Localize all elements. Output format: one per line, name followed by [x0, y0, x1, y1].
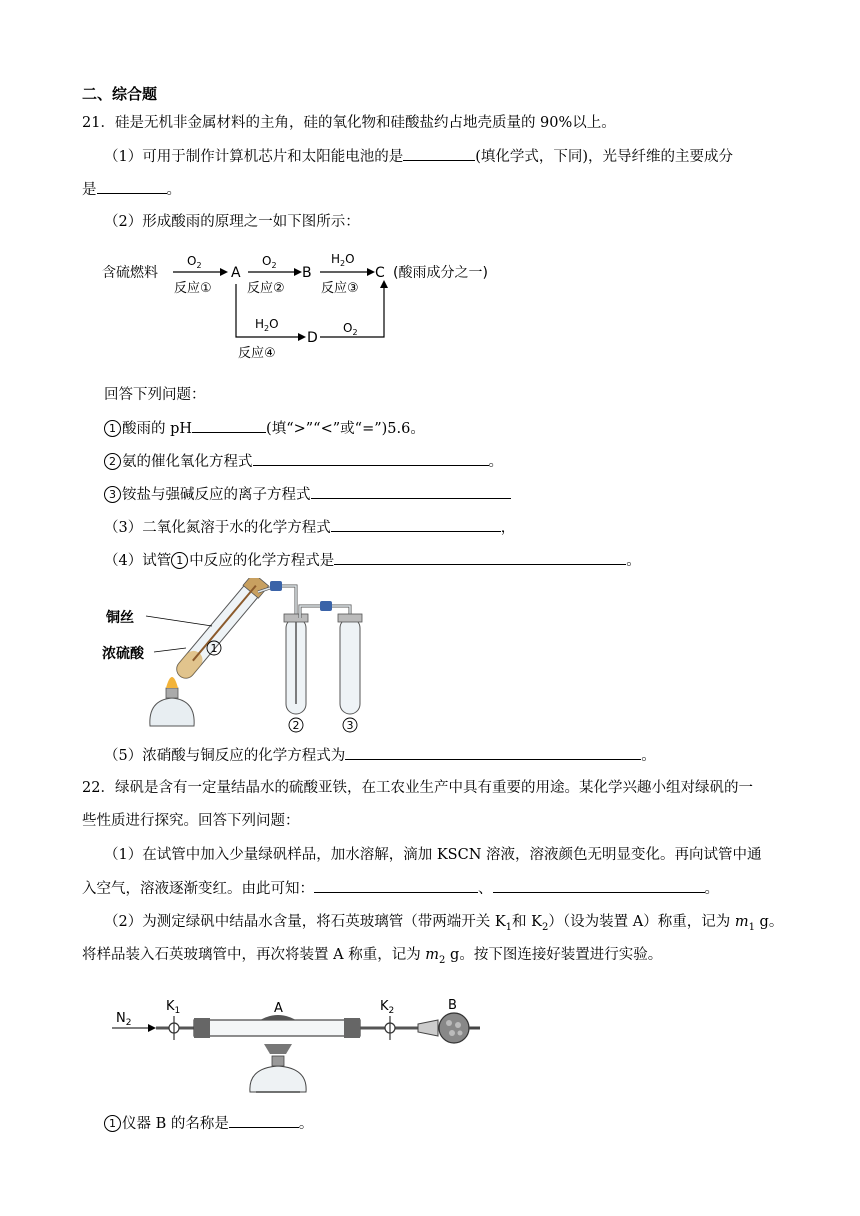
- alcohol-lamp-icon: [250, 1044, 306, 1092]
- q22-part2-line1: （2）为测定绿矾中结晶水含量，将石英玻璃管（带两端开关 $K_1$和 $K_2$）（设为装置 A）称重，记为 $m_1$ g。: [104, 914, 784, 933]
- reagent-h2o-1: $H_2O$: [331, 252, 355, 268]
- flame-icon: [166, 677, 178, 688]
- answer-blank[interactable]: [345, 745, 641, 760]
- q21-part1-text-d: 。: [166, 182, 181, 198]
- acid-rain-flow-diagram: [98, 246, 518, 364]
- test-tube-3-icon: [338, 614, 362, 714]
- tube-2-number: 2: [292, 719, 300, 732]
- section-title: 二、综合题: [82, 85, 158, 103]
- answer-blank[interactable]: [192, 418, 266, 433]
- answer-blank[interactable]: [403, 146, 475, 161]
- q22-part1-text-b: 、: [478, 881, 493, 897]
- device-b-label: B: [448, 998, 457, 1013]
- node-a: A: [231, 265, 241, 281]
- q21-part1-line1: [104, 146, 733, 167]
- reagent-o2-3: $O_2$: [343, 321, 358, 337]
- q21-part3-text-b: ，: [500, 520, 516, 536]
- circled-number-3: 3: [104, 486, 121, 503]
- k1-label: $K_1$: [166, 999, 181, 1016]
- q21-part5-text-b: 。: [641, 748, 656, 764]
- q21-part4-text-b: 中反应的化学方程式是: [189, 553, 335, 569]
- circled-number-1: 1: [104, 1115, 121, 1132]
- q22-stem-line2: 些性质进行探究。回答下列问题：: [82, 813, 300, 829]
- q21-sub2-text-a: 氨的催化氧化方程式: [122, 454, 253, 470]
- answer-blank[interactable]: [493, 878, 705, 893]
- valve-k2-icon: [360, 1016, 418, 1040]
- reagent-o2-2: $O_2$: [262, 254, 277, 270]
- k2-label: $K_2$: [380, 999, 395, 1016]
- c-note: (酸雨成分之一): [393, 265, 488, 281]
- reaction-4-label: 反应④: [238, 346, 276, 361]
- q22-sub1-text-b: 。: [298, 1116, 314, 1132]
- reagent-h2o-2: $H_2O$: [255, 317, 279, 333]
- answer-blank[interactable]: [97, 179, 167, 194]
- circled-number-1: 1: [104, 420, 121, 437]
- q22-part1-text-c: 。: [704, 881, 719, 897]
- alcohol-lamp-icon: [150, 677, 194, 726]
- copper-wire-label: 铜丝: [106, 610, 134, 626]
- q21-part1-text-a: （1）可用于制作计算机芯片和太阳能电池的是: [104, 149, 404, 165]
- q21-stem: 21．硅是无机非金属材料的主角，硅的氧化物和硅酸盐约占地壳质量的 90%以上。: [82, 115, 616, 131]
- q21-part1-text-c: 是: [82, 182, 97, 198]
- q21-part1-text-b: (填化学式，下同)，光导纤维的主要成分: [475, 149, 734, 165]
- node-d: D: [307, 330, 318, 346]
- quartz-tube-a-icon: [194, 1015, 360, 1038]
- q21-part2: （2）形成酸雨的原理之一如下图所示：: [104, 214, 360, 230]
- test-tube-1-icon: [172, 578, 268, 682]
- q21-sub2-text-b: 。: [488, 454, 503, 470]
- q21-part3: [104, 517, 515, 538]
- q21-sub3: [104, 484, 511, 505]
- device-a-label: A: [274, 1001, 283, 1016]
- reagent-o2-1: $O_2$: [187, 254, 202, 270]
- q21-part4-text-c: 。: [626, 553, 641, 569]
- answer-prompt: 回答下列问题：: [104, 387, 206, 403]
- q21-part5: [104, 745, 656, 766]
- q21-part3-text-a: （3）二氧化氮溶于水的化学方程式: [104, 520, 331, 536]
- q21-part5-text-a: （5）浓硝酸与铜反应的化学方程式为: [104, 748, 346, 764]
- q22-sub1-text-a: 仪器 B 的名称是: [122, 1116, 229, 1132]
- copper-acid-apparatus: [100, 578, 380, 736]
- reaction-3-label: 反应③: [321, 281, 359, 296]
- node-c: C: [375, 265, 385, 281]
- tube-1-number: 1: [210, 642, 218, 655]
- q22-part1-line2: [82, 878, 719, 899]
- q22-sub1: [104, 1113, 313, 1134]
- answer-blank[interactable]: [229, 1113, 299, 1128]
- answer-blank[interactable]: [253, 451, 489, 466]
- q22-stem-line1: 22．绿矾是含有一定量结晶水的硫酸亚铁，在工农业生产中具有重要的用途。某化学兴趣小组对绿矾的一: [82, 780, 753, 796]
- answer-blank[interactable]: [311, 484, 511, 499]
- valve-icon: [320, 601, 332, 611]
- valve-k1-icon: [156, 1016, 194, 1040]
- n2-label: $N_2$: [116, 1011, 132, 1028]
- answer-blank[interactable]: [334, 550, 626, 565]
- circled-number-2: 2: [104, 453, 121, 470]
- q21-sub1-text-a: 酸雨的 pH: [122, 421, 193, 437]
- test-tube-2-icon: [284, 614, 308, 714]
- q21-sub2: [104, 451, 503, 472]
- reaction-2-label: 反应②: [247, 281, 285, 296]
- answer-blank[interactable]: [314, 878, 478, 893]
- circled-number-1: 1: [171, 552, 188, 569]
- answer-blank[interactable]: [331, 517, 501, 532]
- q21-sub3-text-a: 铵盐与强碱反应的离子方程式: [122, 487, 311, 503]
- q22-part1-line1: （1）在试管中加入少量绿矾样品，加水溶解，滴加 KSCN 溶液，溶液颜色无明显变化。再向试管中通: [104, 847, 762, 863]
- conc-acid-label: 浓硫酸: [102, 646, 144, 662]
- fuel-label: 含硫燃料: [102, 265, 158, 281]
- drying-tube-b-icon: [418, 1013, 480, 1043]
- q22-part2-line2: 将样品装入石英玻璃管中，再次将装置 A 称重，记为 $m_2$ g。按下图连接好装置进行实验。: [82, 947, 663, 966]
- node-b: B: [302, 265, 312, 281]
- q21-part4: [104, 550, 641, 571]
- q21-part4-text-a: （4）试管: [104, 553, 172, 569]
- q21-part1-line2: [82, 179, 181, 200]
- reaction-1-label: 反应①: [174, 281, 212, 296]
- q21-sub1: [104, 418, 425, 439]
- quartz-tube-setup: [108, 994, 484, 1100]
- q21-sub1-text-b: (填“>”“<”或“=”)5.6。: [266, 421, 425, 437]
- tube-3-number: 3: [346, 719, 354, 732]
- q22-part1-text-a: 入空气，溶液逐渐变红。由此可知：: [82, 881, 314, 897]
- valve-icon: [270, 581, 282, 591]
